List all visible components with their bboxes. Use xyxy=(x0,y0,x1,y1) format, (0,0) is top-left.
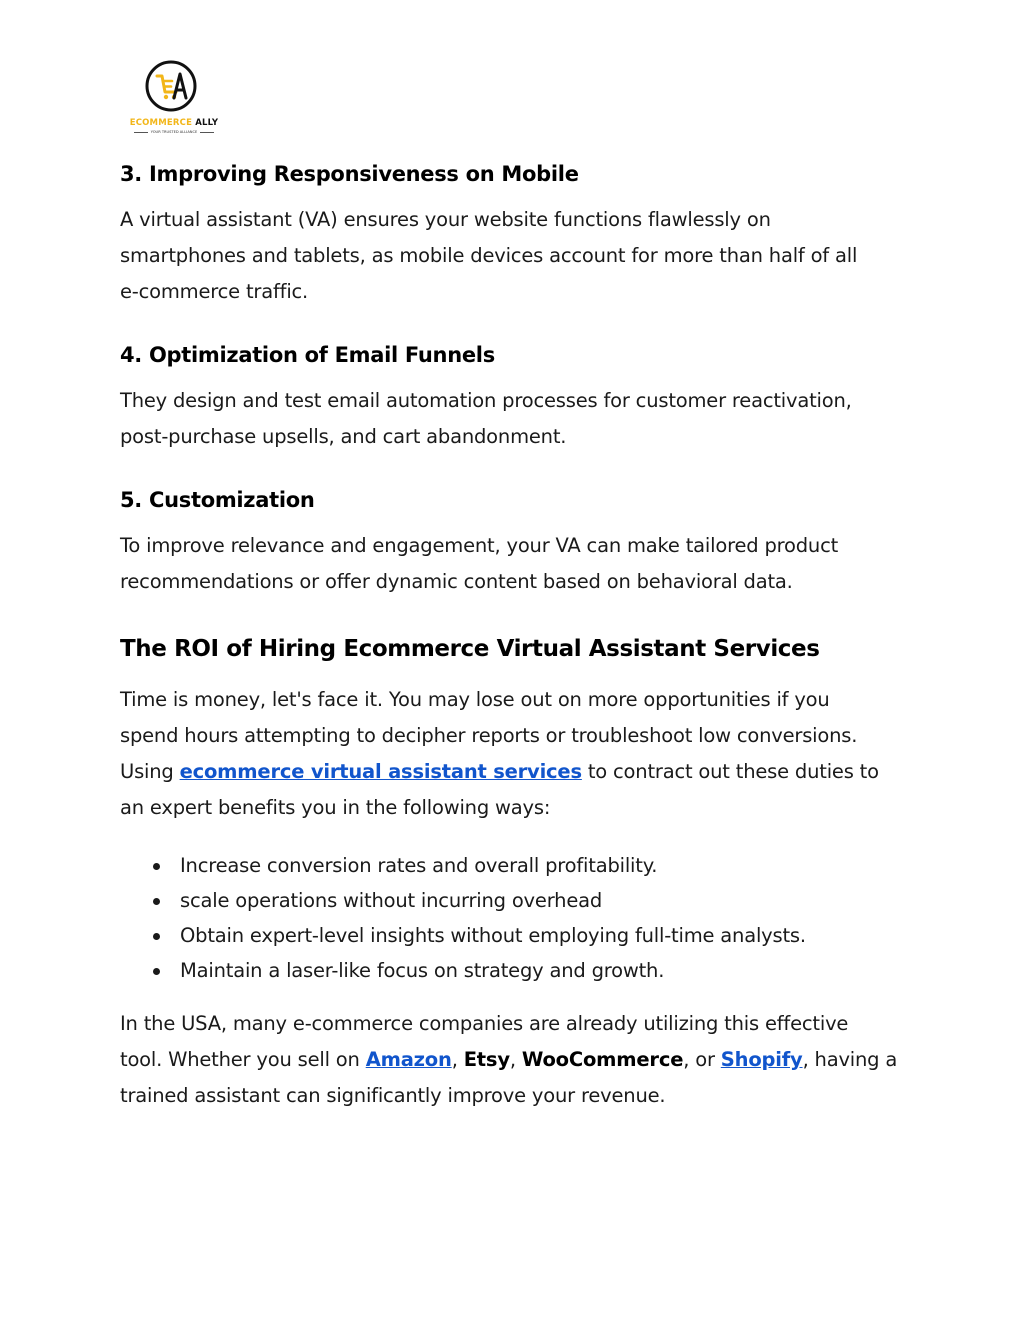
section-heading-email: 4. Optimization of Email Funnels xyxy=(120,343,495,367)
logo-wordmark xyxy=(128,118,220,128)
text-fragment: , or xyxy=(683,1048,721,1071)
list-item xyxy=(120,953,806,988)
text-fragment: , xyxy=(509,1048,522,1071)
text-line xyxy=(120,754,910,790)
list-item xyxy=(120,848,806,883)
list-item-text: Maintain a laser-like focus on strategy and growth. xyxy=(180,959,665,982)
bullet-icon xyxy=(153,863,160,870)
roi-closing xyxy=(120,1006,910,1114)
text-line: recommendations or offer dynamic content based on behavioral data. xyxy=(120,570,793,593)
text-line: spend hours attempting to decipher reports or troubleshoot low conversions. xyxy=(120,724,858,747)
text-fragment: , xyxy=(451,1048,464,1071)
list-item xyxy=(120,883,806,918)
amazon-link[interactable]: Amazon xyxy=(365,1048,452,1071)
text-line: e-commerce traffic. xyxy=(120,280,309,303)
roi-intro xyxy=(120,682,910,826)
etsy-label: Etsy xyxy=(463,1048,510,1071)
section-body-customization xyxy=(120,528,910,600)
text-fragment: , having a xyxy=(802,1048,898,1071)
text-line: smartphones and tablets, as mobile devices account for more than half of all xyxy=(120,244,858,267)
benefits-list xyxy=(120,848,806,988)
list-item-text: Obtain expert-level insights without employing full-time analysts. xyxy=(180,924,806,947)
list-item xyxy=(120,918,806,953)
text-line: trained assistant can significantly improve your revenue. xyxy=(120,1084,666,1107)
ecommerce-va-services-link[interactable]: ecommerce virtual assistant services xyxy=(179,760,582,783)
logo-tagline: YOUR TRUSTED ALLIANCE xyxy=(128,130,220,134)
text-fragment: Using xyxy=(120,760,180,783)
section-heading-customization: 5. Customization xyxy=(120,488,315,512)
text-line: A virtual assistant (VA) ensures your website functions flawlessly on xyxy=(120,208,771,231)
section-body-email xyxy=(120,383,910,455)
bullet-icon xyxy=(153,933,160,940)
logo-word-2: ALLY xyxy=(195,118,219,128)
woocommerce-label: WooCommerce xyxy=(521,1048,684,1071)
text-fragment: tool. Whether you sell on xyxy=(120,1048,366,1071)
text-line: They design and test email automation processes for customer reactivation, xyxy=(120,389,852,412)
brand-logo xyxy=(128,58,220,138)
text-line: an expert benefits you in the following ways: xyxy=(120,796,551,819)
text-line: To improve relevance and engagement, your VA can make tailored product xyxy=(120,534,839,557)
shopify-link[interactable]: Shopify xyxy=(720,1048,803,1071)
section-heading-mobile: 3. Improving Responsiveness on Mobile xyxy=(120,162,579,186)
logo-cart-icon xyxy=(145,60,197,112)
bullet-icon xyxy=(153,968,160,975)
logo-word-1: ECOMMERCE xyxy=(129,118,193,128)
text-line: In the USA, many e-commerce companies are already utilizing this effective xyxy=(120,1012,849,1035)
section-body-mobile xyxy=(120,202,910,310)
text-line: post-purchase upsells, and cart abandonment. xyxy=(120,425,567,448)
list-item-text: Increase conversion rates and overall profitability. xyxy=(180,854,658,877)
text-fragment: to contract out these duties to xyxy=(581,760,879,783)
text-line xyxy=(120,1042,910,1078)
text-line: Time is money, let's face it. You may lose out on more opportunities if you xyxy=(120,688,830,711)
roi-heading: The ROI of Hiring Ecommerce Virtual Assistant Services xyxy=(120,636,820,662)
bullet-icon xyxy=(153,898,160,905)
list-item-text: scale operations without incurring overhead xyxy=(180,889,603,912)
